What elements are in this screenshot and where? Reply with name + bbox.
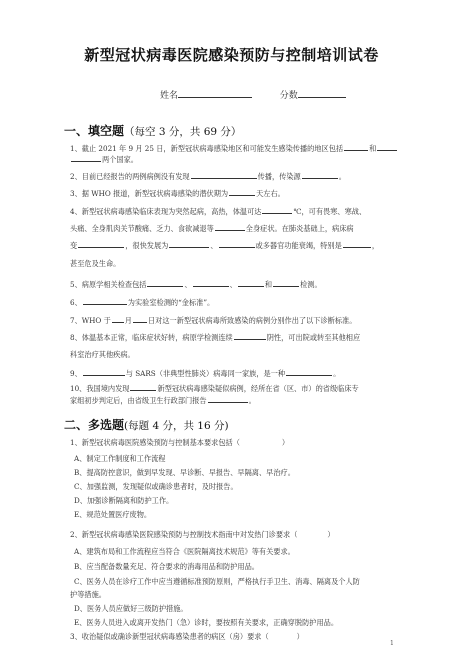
mc-option[interactable]: A、制定工作制度和工作流程	[74, 454, 166, 463]
question-text: 2、目前已经报告的两例病例没有发现	[70, 172, 190, 181]
answer-blank[interactable]	[302, 171, 338, 179]
section-note: (每题 4 分，共 16 分)	[124, 420, 229, 432]
mc-option[interactable]: B、应当配备数量充足、符合要求的消毒用品和防护用品。	[74, 562, 259, 571]
answer-blank[interactable]	[130, 383, 156, 391]
question-text: 8、体温基本正常，临床症状好转，病原学检测连续	[70, 333, 233, 342]
answer-blank[interactable]	[71, 154, 101, 162]
mc-option[interactable]: D、医务人员应做好三级防护措施。	[74, 604, 188, 613]
question-line	[70, 315, 356, 326]
question-line	[70, 368, 340, 379]
question-text: ）	[296, 632, 304, 641]
question-text: 日对这一新型冠状病毒所致感染的病例分别作出了以下诊断标准。	[147, 316, 357, 325]
question-line	[70, 188, 285, 199]
answer-blank[interactable]	[147, 279, 183, 287]
question-text: ）	[281, 438, 290, 447]
question-text: 2、新型冠状病毒感染医院感染预防与控制技术指南中对发热门诊要求（	[70, 530, 298, 539]
answer-blank[interactable]	[238, 279, 264, 287]
question-text: 5、病原学相关检查包括	[70, 280, 147, 289]
question-text: 全身症状。在肺炎基础上，病床病	[245, 224, 354, 233]
answer-blank[interactable]	[112, 315, 124, 323]
question-text: 1、新型冠状病毒医院感染预防与控制基本要求包括（	[70, 438, 240, 447]
question-text: 和	[369, 144, 377, 153]
question-text: 甚至危及生命。	[70, 259, 121, 268]
answer-blank[interactable]	[83, 368, 125, 376]
answer-blank[interactable]	[78, 240, 124, 248]
mc-question	[70, 530, 335, 540]
question-text: 科室治疗其他疾病。	[70, 350, 135, 359]
question-text: 检测。	[300, 280, 322, 289]
question-text: 家组初步判定后，由省级卫生行政部门报告	[70, 396, 207, 405]
question-text: 4、新型冠状病毒感染临床表现为突然起病，高热，体温可达	[70, 207, 262, 216]
question-line	[70, 206, 366, 217]
question-line	[70, 240, 379, 251]
section-title: 一、填空题	[64, 124, 125, 138]
question-line	[70, 154, 138, 165]
question-text: 头痛、全身肌肉关节酸痛、乏力、食欲减退等	[70, 224, 214, 233]
question-text: 与 SARS（非典型性肺炎）病毒同一家族，是一种	[125, 369, 286, 378]
answer-blank[interactable]	[262, 206, 292, 214]
score-label: 分数	[279, 91, 298, 101]
answer-blank[interactable]	[229, 188, 255, 196]
question-text: 。	[248, 396, 256, 405]
question-line	[70, 350, 135, 360]
section-note: （每空 3 分，共 69 分）	[124, 126, 242, 138]
mc-option-continued: 护等措施。	[70, 590, 106, 599]
score-blank[interactable]	[298, 88, 346, 98]
section-multi-heading	[64, 416, 229, 433]
section-title: 二、多选题	[64, 418, 125, 432]
question-line	[70, 259, 120, 269]
answer-blank[interactable]	[219, 240, 255, 248]
question-text: 6、	[70, 298, 82, 307]
answer-blank[interactable]	[215, 223, 245, 231]
mc-option[interactable]: C、医务人员在诊疗工作中应当遵循标准预防原则，严格执行手卫生、消毒、隔离及个人防	[74, 577, 360, 586]
question-text: 9、	[70, 369, 82, 378]
question-text: 7、WHO 于	[70, 316, 111, 325]
question-text: 新型冠状病毒感染疑似病例，经所在省（区、市）的省级临床专	[157, 384, 359, 393]
question-text: ，	[371, 241, 380, 250]
question-line	[70, 395, 256, 406]
answer-blank[interactable]	[169, 240, 209, 248]
section-fill-heading	[64, 122, 241, 139]
mc-option[interactable]: C、加强监测，发现疑似或确诊患者时，及时报告。	[74, 482, 238, 491]
question-text: 天左右。	[256, 189, 285, 198]
mc-option[interactable]: E、规范处置医疗废物。	[74, 510, 152, 519]
question-text: 、	[229, 280, 237, 289]
mc-question	[70, 438, 289, 448]
question-text: 和	[264, 280, 273, 289]
question-text: 两个国家。	[102, 155, 138, 164]
page-number: 1	[390, 640, 394, 647]
question-text: ）	[327, 530, 335, 539]
question-text: 3、据 WHO 报道，新型冠状病毒感染的潜伏期为	[70, 189, 229, 198]
question-text: 变	[70, 241, 78, 250]
question-text: 、	[184, 280, 192, 289]
question-text: 。	[338, 172, 346, 181]
question-text: 1、截止 2021 年 9 月 25 日，新型冠状病毒感染地区和可能发生感染传播的地区包括	[70, 144, 344, 153]
answer-blank[interactable]	[191, 171, 257, 179]
answer-blank[interactable]	[377, 143, 397, 151]
answer-blank[interactable]	[133, 315, 147, 323]
question-line	[70, 332, 360, 343]
mc-option[interactable]: D、加强诊断隔离和防护工作。	[74, 496, 174, 505]
answer-blank[interactable]	[234, 332, 266, 340]
name-label: 姓名	[160, 91, 179, 101]
question-text: 10、我国境内发现	[70, 384, 130, 393]
question-line	[70, 171, 346, 182]
answer-blank[interactable]	[193, 279, 229, 287]
question-line	[70, 383, 359, 394]
mc-option[interactable]: E、医务人员进入或离开发热门（急）诊时，要按照有关要求，正确穿脱防护用品。	[74, 618, 339, 627]
question-text: 。	[333, 369, 341, 378]
question-line	[70, 143, 398, 154]
answer-blank[interactable]	[273, 279, 299, 287]
answer-blank[interactable]	[344, 143, 368, 151]
name-blank[interactable]	[178, 88, 252, 98]
answer-blank[interactable]	[286, 368, 332, 376]
question-text: 为实验室检测的“金标准”。	[127, 298, 215, 307]
question-text: ，很快发展为	[125, 241, 169, 250]
question-text: 月	[124, 316, 132, 325]
question-text: 传播，传染源	[257, 172, 301, 181]
answer-blank[interactable]	[343, 240, 371, 248]
answer-blank[interactable]	[83, 297, 127, 305]
question-line	[70, 223, 354, 234]
question-text: ℃，可有畏寒、寒战、	[293, 207, 367, 216]
question-text: 、	[210, 241, 218, 250]
name-score-row	[160, 88, 346, 101]
question-line	[70, 297, 214, 308]
answer-blank[interactable]	[208, 395, 248, 403]
question-line	[70, 279, 322, 290]
question-text: 阴性，可出院或转至其他相应	[266, 333, 361, 342]
mc-option[interactable]: A、建筑布局和工作流程应当符合《医院隔离技术规范》等有关要求。	[74, 547, 295, 556]
mc-question	[70, 632, 304, 642]
mc-option[interactable]: B、提高防控意识，做到早发现、早诊断、早报告、早隔离、早治疗。	[74, 468, 295, 477]
page-title: 新型冠状病毒医院感染预防与控制培训试卷	[84, 46, 379, 64]
question-text: 3、收治疑似或确诊新型冠状病毒感染患者的病区（房）要求（	[70, 632, 269, 641]
question-text: 或多器官功能衰竭，特别是	[255, 241, 342, 250]
